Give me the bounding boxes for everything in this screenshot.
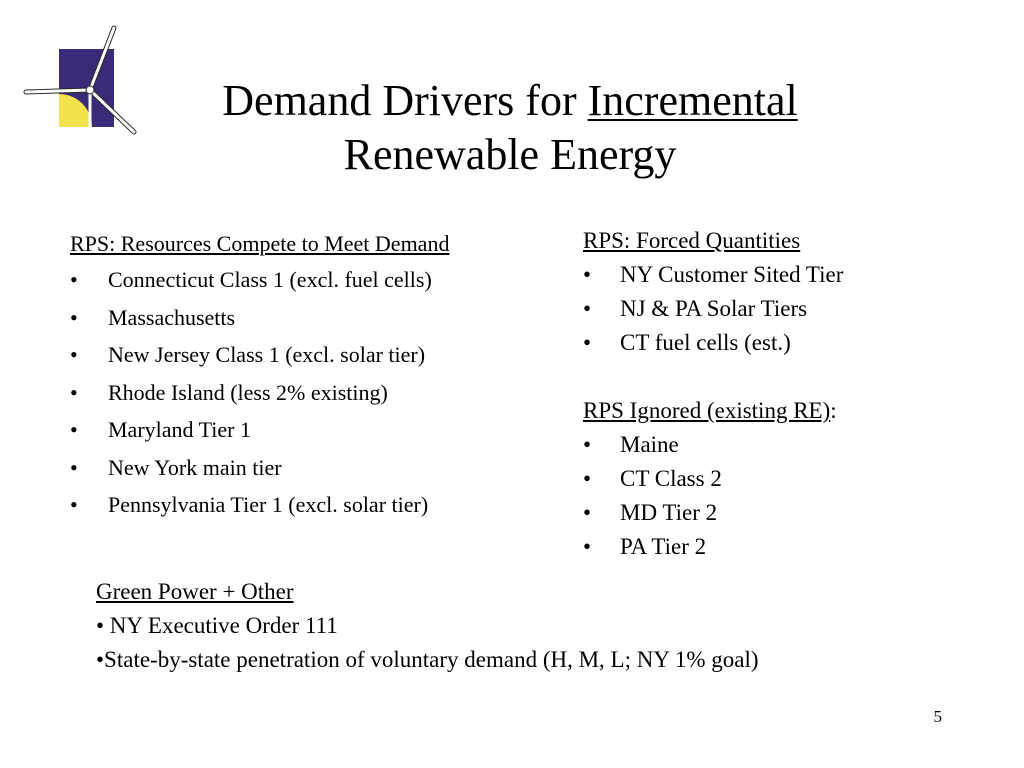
bottom-line-2: •State-by-state penetration of voluntary demand (H, M, L; NY 1% goal)	[96, 647, 759, 672]
list-item	[583, 326, 1013, 360]
page-number: 5	[933, 707, 942, 726]
list-item	[70, 486, 570, 524]
list-item-text: Maine	[620, 432, 679, 457]
right-column	[583, 224, 1013, 564]
bullet-icon: •	[583, 534, 592, 559]
forced-quantities-list	[583, 258, 1013, 360]
list-item	[70, 374, 570, 412]
list-item-text: Connecticut Class 1 (excl. fuel cells)	[108, 267, 432, 292]
list-item	[583, 258, 1013, 292]
title-underlined-word: Incremental	[587, 76, 798, 125]
list-item	[70, 411, 570, 449]
list-item	[70, 261, 570, 299]
list-item-text: Rhode Island (less 2% existing)	[108, 379, 388, 405]
list-item-text: Massachusetts	[108, 304, 236, 330]
list-item	[70, 336, 570, 374]
bottom-line-1: • NY Executive Order 111	[96, 613, 338, 638]
green-power-section	[96, 575, 976, 677]
bullet-icon: •	[70, 454, 78, 480]
list-item-text: NJ & PA Solar Tiers	[620, 296, 808, 321]
list-item	[583, 292, 1013, 326]
list-item-text: Pennsylvania Tier 1 (excl. solar tier)	[108, 492, 429, 517]
left-column	[70, 227, 570, 524]
list-item	[583, 530, 1013, 564]
list-item-text: NY Customer Sited Tier	[620, 262, 844, 287]
list-item-text: CT Class 2	[620, 466, 722, 491]
wind-turbine-logo	[22, 22, 138, 138]
list-item-text: New York main tier	[108, 454, 282, 480]
title-line2: Renewable Energy	[343, 130, 677, 179]
bullet-icon: •	[583, 296, 592, 321]
title-part1: Demand Drivers for	[222, 76, 588, 125]
left-column-heading: RPS: Resources Compete to Meet Demand	[70, 231, 450, 256]
bullet-icon: •	[583, 330, 592, 355]
list-item	[70, 449, 570, 487]
forced-quantities-heading: RPS: Forced Quantities	[583, 228, 801, 253]
bullet-icon: •	[583, 466, 592, 491]
green-power-heading: Green Power + Other	[96, 579, 294, 604]
left-bullet-list	[70, 261, 570, 524]
list-item-text: CT fuel cells (est.)	[620, 330, 791, 355]
list-item-text: PA Tier 2	[620, 534, 707, 559]
list-item-text: MD Tier 2	[620, 500, 718, 525]
bullet-icon: •	[583, 500, 592, 525]
bullet-icon: •	[70, 379, 78, 405]
bullet-icon: •	[583, 432, 592, 457]
list-item-text: New Jersey Class 1 (excl. solar tier)	[108, 342, 426, 367]
rps-ignored-colon: :	[830, 398, 837, 423]
list-item	[70, 299, 570, 337]
bullet-icon: •	[70, 492, 78, 517]
bullet-icon: •	[583, 262, 592, 287]
wind-turbine-icon	[22, 22, 138, 138]
slide-title	[140, 74, 880, 182]
list-item-text: Maryland Tier 1	[108, 417, 251, 442]
bullet-icon: •	[70, 267, 78, 292]
list-item	[583, 462, 1013, 496]
rps-ignored-heading: RPS Ignored (existing RE)	[583, 398, 831, 423]
rps-ignored-heading-line	[583, 394, 1013, 428]
bullet-icon: •	[70, 342, 78, 367]
bullet-icon: •	[70, 417, 78, 442]
rps-ignored-list	[583, 428, 1013, 564]
list-item	[583, 428, 1013, 462]
bullet-icon: •	[70, 304, 78, 330]
list-item	[583, 496, 1013, 530]
